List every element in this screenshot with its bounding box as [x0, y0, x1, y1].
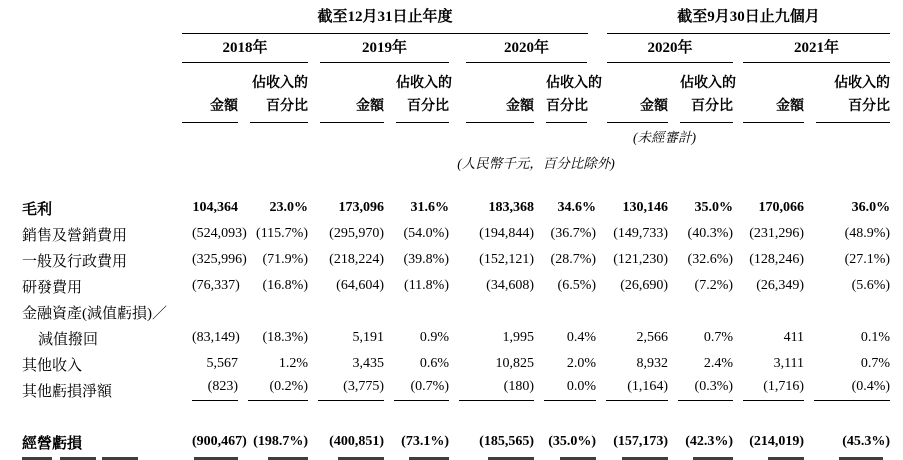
cell-value	[668, 299, 733, 325]
cell-value	[804, 299, 890, 325]
cell-value	[308, 299, 384, 325]
cell-value: (16.8%)	[262, 278, 308, 293]
cell-value: 34.6%	[557, 200, 597, 215]
cell-value: (28.7%)	[550, 252, 597, 267]
cell-value: (115.7%)	[256, 226, 308, 241]
cell-value: (76,337)	[192, 278, 240, 293]
pct-header: 佔收入的 百分比	[546, 72, 587, 123]
cell-value: (48.9%)	[844, 226, 891, 241]
year-2021-9m: 2021年	[743, 36, 890, 63]
cell-value: 0.4%	[566, 330, 597, 345]
cell-value: (27.1%)	[844, 252, 891, 267]
cell-value: (218,224)	[329, 252, 384, 267]
table-body	[0, 195, 903, 455]
cell-value: 10,825	[495, 356, 534, 371]
row-label: 其他虧損淨額	[22, 383, 113, 400]
cell-value: (152,121)	[479, 252, 534, 267]
income-statement-table	[0, 5, 903, 455]
cell-value: 0.6%	[419, 356, 449, 371]
cell-value: 36.0%	[851, 200, 891, 215]
cell-value: (35.0%)	[548, 434, 597, 449]
row-label: 銷售及營銷費用	[22, 227, 128, 244]
cell-value: 0.1%	[860, 330, 891, 345]
period-header-row	[0, 5, 903, 34]
cell-value: 0.0%	[534, 377, 596, 403]
cell-value: (64,604)	[336, 278, 384, 293]
row-label: 經營虧損	[22, 435, 83, 452]
unaudited-note-row	[0, 123, 903, 149]
cell-value: (900,467)	[192, 434, 247, 449]
cell-value: (128,246)	[749, 252, 805, 267]
cell-value: (18.3%)	[262, 330, 308, 345]
row-label: 研發費用	[22, 279, 83, 296]
cell-value: (149,733)	[613, 226, 669, 241]
cell-value: (823)	[182, 377, 238, 403]
table-row	[0, 325, 903, 351]
table-row	[0, 377, 903, 403]
cell-value: (1,164)	[596, 377, 668, 403]
cell-value: (524,093)	[192, 226, 247, 241]
row-label: 毛利	[22, 201, 53, 218]
cell-value: (325,996)	[192, 252, 247, 267]
cell-value: (26,349)	[756, 278, 805, 293]
cell-value: (34,608)	[486, 278, 534, 293]
cell-value: (400,851)	[329, 434, 384, 449]
cell-value: 0.9%	[419, 330, 449, 345]
cell-value	[534, 299, 596, 325]
year-header-row	[0, 34, 903, 63]
amount-header: 金額	[607, 95, 668, 123]
cell-value: (73.1%)	[401, 434, 449, 449]
table-row	[0, 221, 903, 247]
cell-value: (54.0%)	[403, 226, 449, 241]
cell-value: (157,173)	[613, 434, 669, 449]
cell-value: (11.8%)	[404, 278, 449, 293]
cell-value: (231,296)	[749, 226, 805, 241]
cell-value: 130,146	[622, 200, 669, 215]
cell-value: 104,364	[192, 200, 238, 215]
cell-value: (36.7%)	[550, 226, 597, 241]
currency-unit-note: (人民幣千元，百分比除外)	[457, 156, 615, 171]
cell-value: (39.8%)	[403, 252, 449, 267]
table-row	[0, 195, 903, 221]
cell-value: (32.6%)	[687, 252, 734, 267]
cell-value: (7.2%)	[694, 278, 734, 293]
year-2018: 2018年	[182, 36, 308, 63]
table-row	[0, 429, 903, 455]
amount-header: 金額	[320, 95, 384, 123]
cell-value: (26,690)	[620, 278, 669, 293]
row-label: 金融資產(減值虧損)／	[22, 305, 167, 322]
cell-value	[384, 299, 449, 325]
pct-header: 佔收入的 百分比	[680, 72, 733, 123]
amount-header: 金額	[182, 95, 238, 123]
amount-header: 金額	[743, 95, 804, 123]
cell-value	[449, 299, 534, 325]
row-label: 減值撥回	[38, 331, 99, 348]
cell-value: 35.0%	[694, 200, 734, 215]
cell-value: (5.6%)	[851, 278, 891, 293]
cell-value	[596, 299, 668, 325]
cell-value: (0.2%)	[238, 377, 308, 403]
table-row	[0, 247, 903, 273]
cell-value: 170,066	[758, 200, 805, 215]
cell-value: 411	[783, 330, 805, 345]
cell-value: (71.9%)	[262, 252, 308, 267]
cell-value: (1,716)	[733, 377, 804, 403]
table-row	[0, 273, 903, 299]
cell-value: (185,565)	[479, 434, 534, 449]
cell-value: (198.7%)	[253, 434, 308, 449]
cell-value: 1.2%	[278, 356, 308, 371]
cell-value: (121,230)	[613, 252, 669, 267]
cell-value: 183,368	[488, 200, 534, 215]
cell-value: (83,149)	[192, 330, 240, 345]
cell-value: 0.7%	[860, 356, 891, 371]
pct-header: 佔收入的 百分比	[396, 72, 449, 123]
unaudited-note: (未經審計)	[633, 130, 697, 145]
cell-value: 1,995	[502, 330, 534, 345]
cell-value: 2.0%	[566, 356, 597, 371]
cell-value: 8,932	[636, 356, 669, 371]
cell-value	[182, 299, 238, 325]
cell-value: 2,566	[636, 330, 669, 345]
cell-value: (180)	[449, 377, 534, 403]
cell-value: (3,775)	[308, 377, 384, 403]
cell-value: 5,567	[206, 356, 238, 371]
cell-value: 31.6%	[410, 200, 449, 215]
cell-value: 2.4%	[703, 356, 734, 371]
cell-value: (0.3%)	[668, 377, 733, 403]
table-row	[0, 299, 903, 325]
year-2020-fy: 2020年	[466, 36, 587, 63]
cell-value	[238, 299, 308, 325]
cell-value: (0.7%)	[384, 377, 449, 403]
pct-header: 佔收入的 百分比	[816, 72, 890, 123]
amount-header: 金額	[466, 95, 534, 123]
year-2019: 2019年	[320, 36, 449, 63]
cell-value: (295,970)	[329, 226, 384, 241]
cell-value: (0.4%)	[804, 377, 890, 403]
cell-value: (45.3%)	[842, 434, 891, 449]
cell-value: 3,435	[352, 356, 384, 371]
cell-value: (42.3%)	[685, 434, 734, 449]
period-header-fy: 截至12月31日止年度	[182, 5, 588, 34]
row-label: 一般及行政費用	[22, 253, 128, 270]
year-2020-9m: 2020年	[607, 36, 733, 63]
table-row	[0, 351, 903, 377]
row-label: 其他收入	[22, 357, 83, 374]
unit-note-row	[0, 149, 903, 175]
cell-value: (6.5%)	[557, 278, 597, 293]
cell-value: (214,019)	[749, 434, 805, 449]
period-header-9m: 截至9月30日止九個月	[607, 5, 890, 34]
cell-value: 23.0%	[269, 200, 308, 215]
cell-value: (194,844)	[479, 226, 534, 241]
subheader-row	[0, 63, 903, 123]
pct-header: 佔收入的 百分比	[250, 72, 308, 123]
cell-value: 5,191	[352, 330, 384, 345]
cell-value: (40.3%)	[687, 226, 734, 241]
cell-value: 0.7%	[703, 330, 734, 345]
cell-value: 3,111	[773, 356, 805, 371]
cell-value	[733, 299, 804, 325]
cell-value: 173,096	[338, 200, 384, 215]
